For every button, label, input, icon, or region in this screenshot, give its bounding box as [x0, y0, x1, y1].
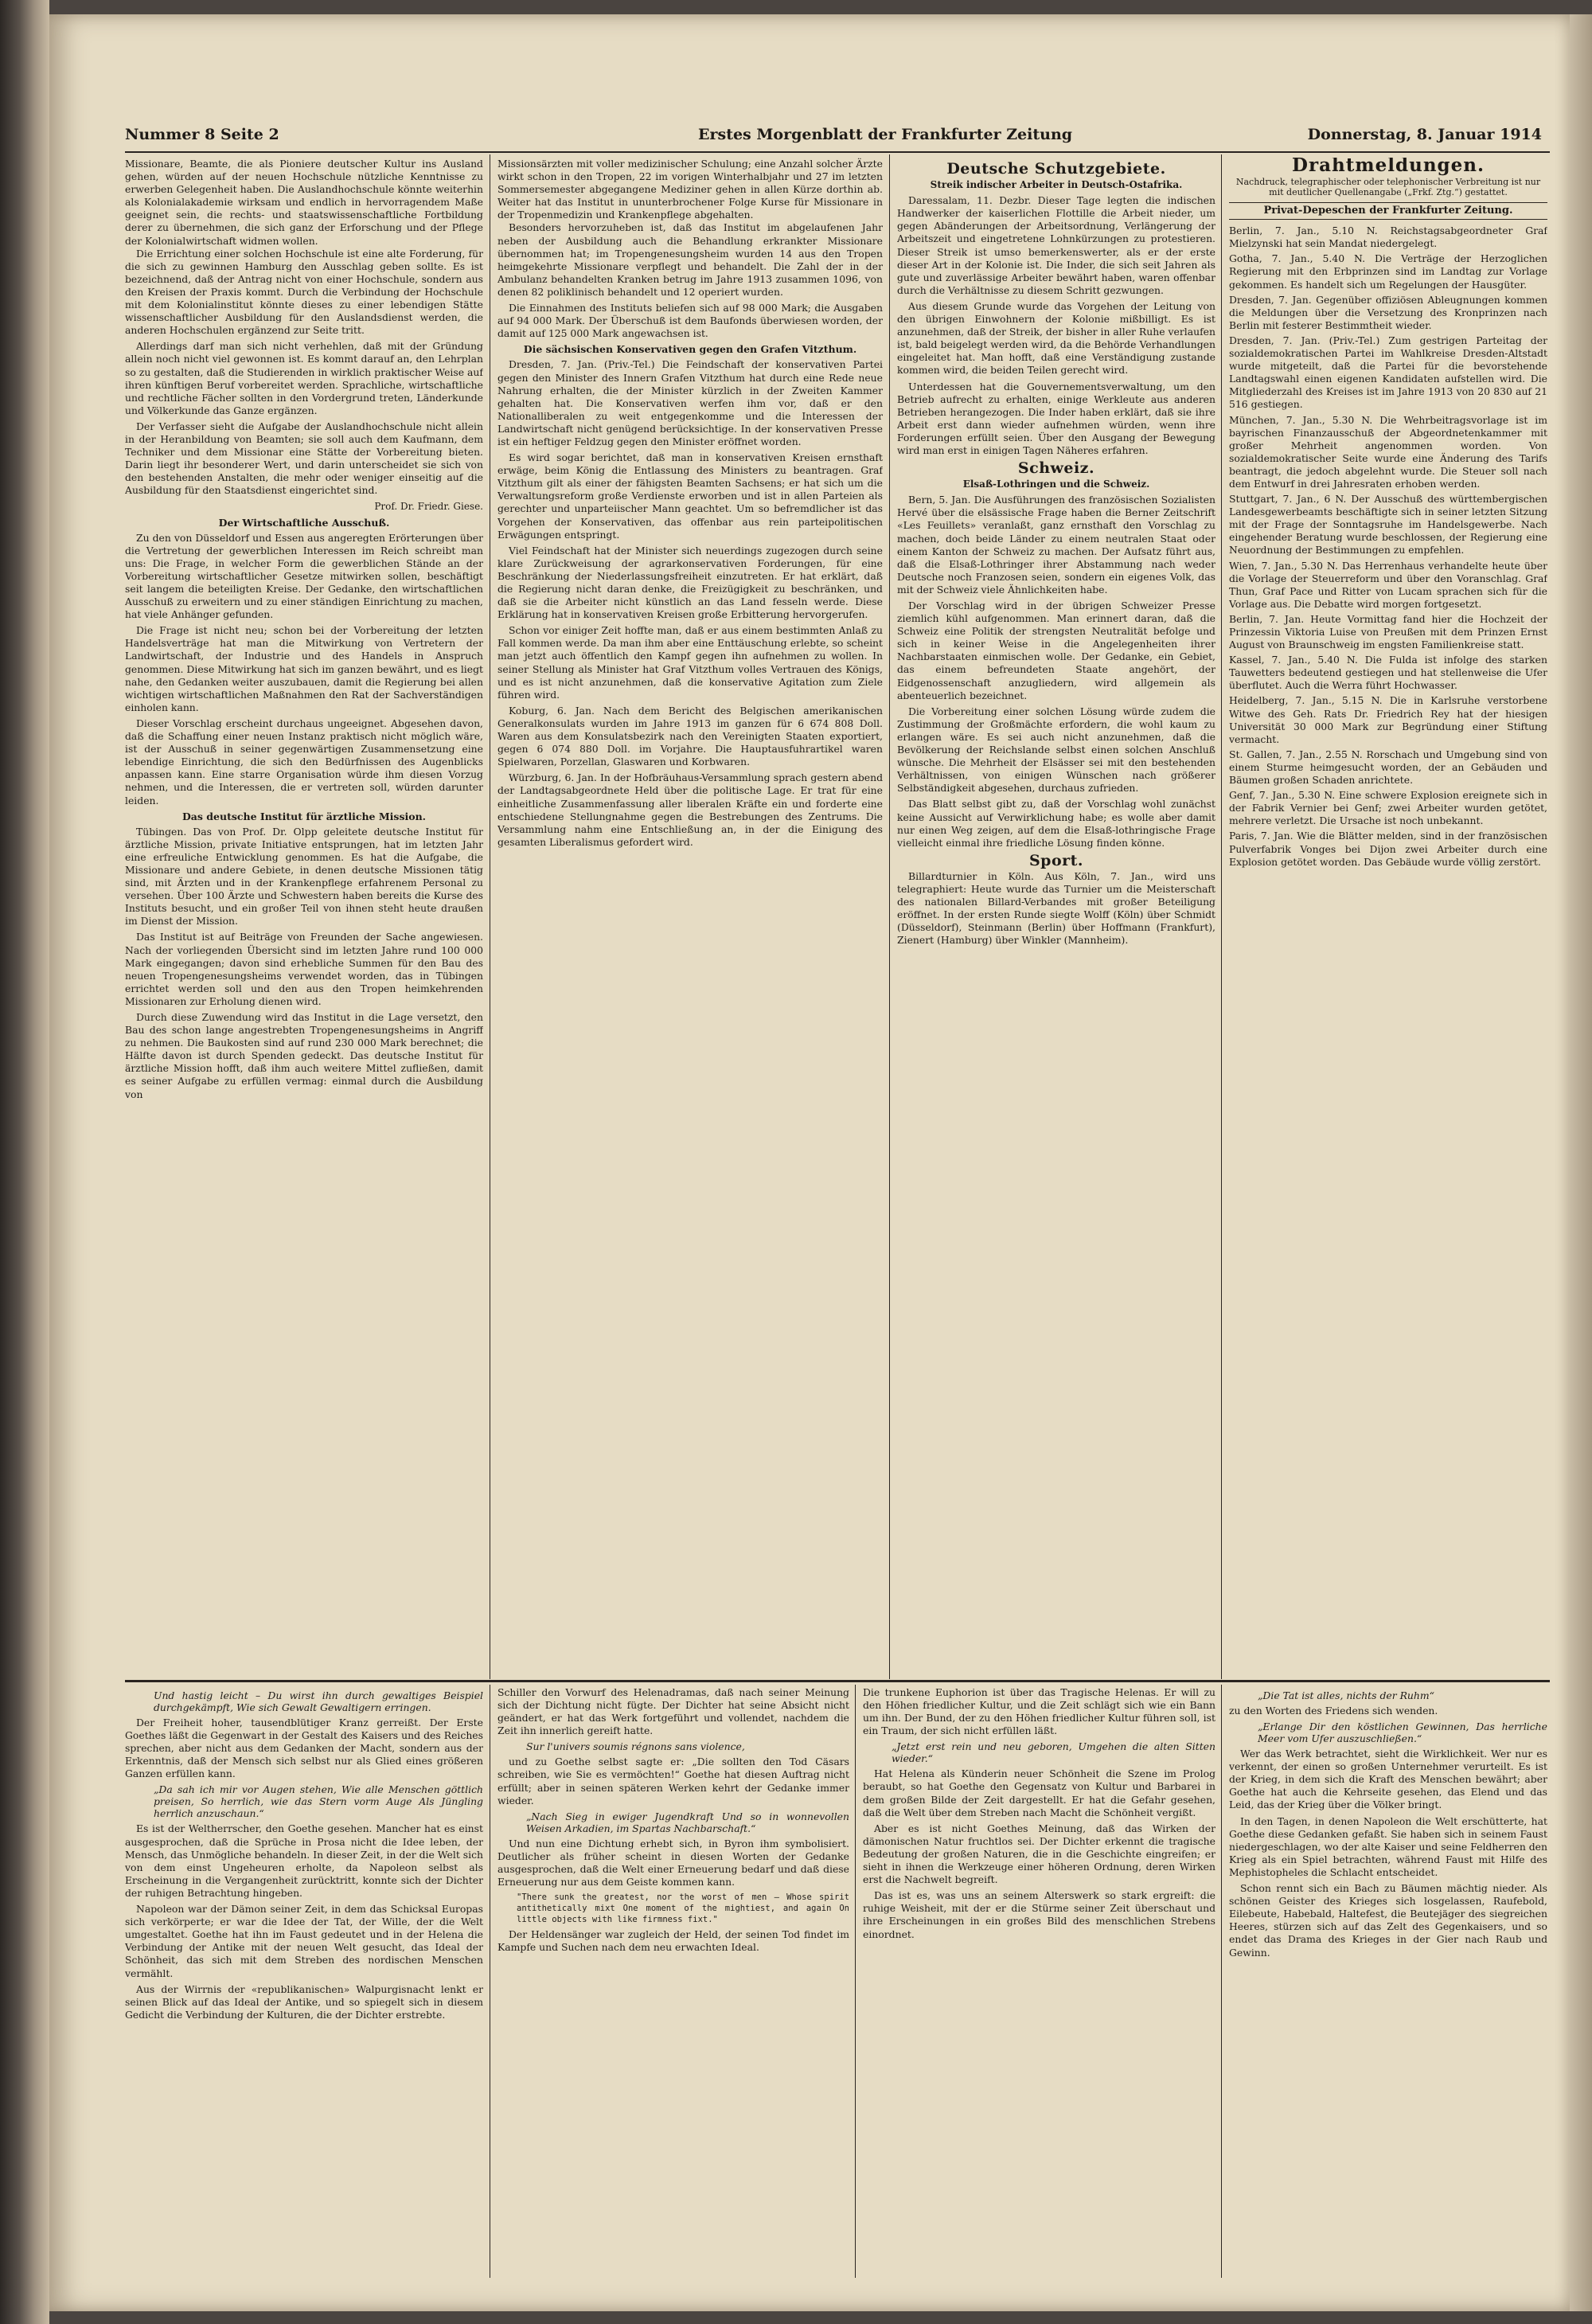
article-column-4 — [1229, 158, 1547, 1678]
auslandhochschule-para: Der Verfasser sieht die Aufgabe der Auslandhochschule nicht allein in der Heranbildung von Beamten; sie soll auch dem Kaufmann, dem Techniker und dem Missionar eine Stätte der Vorbereitung bieten. Darin liegt ihr besonderer Wert, und darin unterscheidet sie sich von den bestehenden Anstalten, die mehr oder weniger einseitig auf die Ausbildung für den Staatsdienst eingerichtet sind. — [125, 420, 483, 497]
issue-date: Donnerstag, 8. Januar 1914 — [1307, 126, 1542, 143]
dispatch-item: Dresden, 7. Jan. (Priv.-Tel.) Zum gestrigen Parteitag der sozialdemokratischen Partei im Wahlkreise Dresden-Altstadt wurde mitgeteilt, daß die Partei für die bevorstehende Landtagswahl einen eigenen Kandidaten aufstellen wird. Die Mitgliederzahl des Kreises ist im Jahre 1913 von 20 830 auf 21 516 gestiegen. — [1229, 334, 1547, 411]
subheadline-elsass: Elsaß-Lothringen und die Schweiz. — [962, 478, 1150, 490]
vitzthum-para: Schon vor einiger Zeit hoffte man, daß er aus einem bestimmten Anlaß zu Fall kommen werde. Da man ihm aber eine Enttäuschung erlebte, so scheint man jetzt auch öffentlich den Kampf gegen ihn aufnehmen zu wollen. In seiner Stellung als Minister hat Graf Vitzthum volles Vertrauen des Königs, und es ist nicht anzunehmen, daß die konservative Agitation zum Ziele führen wird. — [498, 624, 883, 701]
schweiz-para: Der Vorschlag wird in der übrigen Schweizer Presse ziemlich kühl aufgenommen. Man erinnert daran, daß die Schweiz eine Politik der strengsten Neutralität befolge und sich in keiner Weise in die Angelegenheiten ihrer Nachbarstaaten einmischen wolle. Der Gedanke, ein Gebiet, das einem befreundeten Staate angehört, der Eidgenossenschaft anzugliedern, wird allgemein als abenteuerlich bezeichnet. — [897, 600, 1215, 701]
article-column-1 — [125, 158, 483, 1678]
feuilleton-para: Hat Helena als Künderin neuer Schönheit die Szene im Prolog beraubt, so hat Goethe den Gegensatz von Kultur und Barbarei in dem großen Bilde der Zeit dargestellt. Er hat die Gefahr gesehen, daß die Welt über dem Streben nach Macht die Schönheit vergißt. — [863, 1767, 1215, 1818]
feuilleton-para: Schon rennt sich ein Bach zu Bäumen mächtig nieder. Als schönen Geister des Krieges sich losgelassen, Raufebold, Eilebeute, Habebald, Haltefest, die Beutejäger des siegreichen Heeres, stürzen sich auf das Zelt des Gegenkaisers, und so endet das Drama des Krieges in der Gier nach Raub und Gewinn. — [1229, 1882, 1547, 1959]
headline-wirtschaftlicher-ausschuss: Der Wirtschaftliche Ausschuß. — [218, 516, 390, 529]
feuilleton-para: Der Freiheit hoher, tausendblütiger Kranz gerreißt. Der Erste Goethes läßt die Gegenwart in der Gestalt des Kaisers und des Reiches sprechen, aber nicht aus dem Gedanken der Macht, sondern aus der Erkenntnis, daß der Mensch sich selbst nur als Glied eines größeren Ganzen erfüllen kann. — [125, 1717, 483, 1780]
verse-quote: „Da sah ich mir vor Augen stehen, Wie alle Menschen göttlich preisen, So herrlich, wie das Stern vorm Auge Als Jüngling herrlich anzuschaun.“ — [154, 1783, 483, 1820]
verse-quote: „Nach Sieg in ewiger Jugendkraft Und so in wonnevollen Weisen Arkadien, im Spartas Nachbarschaft.“ — [526, 1810, 849, 1834]
dispatch-item: Wien, 7. Jan., 5.30 N. Das Herrenhaus verhandelte heute über die Vorlage der Steuerreform und über den Voranschlag. Graf Thun, Graf Pace und Ritter von Lucam sprachen sich für die Vorlage aus. Die Debatte wird morgen fortgesetzt. — [1229, 559, 1547, 610]
feuilleton-para: zu den Worten des Friedens sich wenden. — [1229, 1705, 1438, 1717]
dispatch-item: Berlin, 7. Jan., 5.10 N. Reichstagsabgeordneter Graf Mielzynski hat sein Mandat niedergelegt. — [1229, 225, 1547, 250]
mission-para: Das Institut ist auf Beiträge von Freunden der Sache angewiesen. Nach der vorliegenden Übersicht sind im letzten Jahre rund 100 000 Mark eingegangen; davon sind erhebliche Summen für den Bau des neuen Tropengenesungsheims verwendet worden, das in Tübingen errichtet werden soll und den aus den Tropen heimkehrenden Missionaren zur Erholung dienen wird. — [125, 931, 483, 1007]
page-edge — [1570, 14, 1592, 2311]
feuilleton-para: Und nun eine Dichtung erhebt sich, in Byron ihm symbolisiert. Deutlicher als früher scheint in diesen Worten der Gedanke ausgesprochen, daß die Welt einer Erneuerung bedarf und daß diese Erneuerung nur aus dem Geiste kommen kann. — [498, 1837, 849, 1888]
feuilleton-column-3 — [863, 1686, 1215, 2279]
mission-para: Die Einnahmen des Instituts beliefen sich auf 98 000 Mark; die Ausgaben auf 94 000 Mark. Der Überschuß ist dem Baufonds überwiesen worden, der damit auf 125 000 Mark angewachsen ist. — [498, 302, 883, 340]
ausschuss-para: Die Frage ist nicht neu; schon bei der Vorbereitung der letzten Handelsverträge hat man die Mitwirkung von Vertretern der Landwirtschaft, der Industrie und des Handels in Anspruch genommen. Diese Mitwirkung hat sich im ganzen bewährt, und es liegt nahe, den Gedanken weiter auszubauen, damit die Regierung bei allen wichtigen wirtschaftlichen Maßnahmen den Rat der Sachverständigen einholen kann. — [125, 624, 483, 713]
feuilleton-para: Das ist es, was uns an seinem Alterswerk so stark ergreift: die ruhige Weisheit, mit der er die Stürme seiner Zeit überschaut und ihre Erscheinungen in ein großes Bild des menschlichen Strebens einordnet. — [863, 1889, 1215, 1940]
section-title-sport: Sport. — [1028, 851, 1084, 869]
reprint-notice: Nachdruck, telegraphischer oder telephonischer Verbreitung ist nur mit deutlicher Quellenangabe („Frkf. Ztg.“) gestattet. — [1235, 177, 1541, 198]
vitzthum-para: Dresden, 7. Jan. (Priv.-Tel.) Die Feindschaft der konservativen Partei gegen den Minister des Innern Grafen Vitzthum hat durch eine Rede neue Nahrung erhalten, die der Minister kürzlich in der Zweiten Kammer gehalten hat. Die Konservativen werfen ihm vor, daß er den Nationalliberalen zu weit entgegenkomme und die Interessen der Landwirtschaft nicht genügend berücksichtige. In der konservativen Presse ist ein heftiger Feldzug gegen den Minister eröffnet worden. — [498, 358, 883, 447]
feuilleton-para: Die trunkene Euphorion ist über das Tragische Helenas. Er will zu den Höhen friedlicher Kultur, und die Zeit schlägt sich wie ein Bann um ihn. Der Bund, der zu den Höhen friedlicher Kultur führen soll, ist ein Traum, der sich nicht erfüllen läßt. — [863, 1686, 1215, 1737]
column-rule — [1221, 154, 1222, 1679]
auslandhochschule-para: Allerdings darf man sich nicht verhehlen, daß mit der Gründung allein noch nicht viel gewonnen ist. Es kommt darauf an, den Lehrplan so zu gestalten, daß die Studierenden in wirklich praktischer Weise auf ihren künftigen Beruf vorbereitet werden. Sprachliche, wirtschaftliche und rechtliche Fächer sollten in den Vordergrund treten, Länderkunde und Völkerkunde das Ganze ergänzen. — [125, 340, 483, 416]
verse-quote: Und hastig leicht – Du wirst ihn durch gewaltiges Beispiel durchgekämpft, Wie sich Gewalt Gewaltigern erringen. — [154, 1689, 483, 1713]
private-dispatches-header: Privat-Depeschen der Frankfurter Zeitung. — [1229, 202, 1547, 220]
dispatch-item: Paris, 7. Jan. Wie die Blätter melden, sind in der französischen Pulverfabrik Vonges bei Dijon zwei Arbeiter durch eine Explosion getötet worden. Das Gebäude wurde völlig zerstört. — [1229, 830, 1547, 868]
newspaper-title: Erstes Morgenblatt der Frankfurter Zeitung — [698, 126, 1073, 143]
streik-para: Unterdessen hat die Gouvernementsverwaltung, um den Betrieb aufrecht zu erhalten, einige Werkleute aus anderen Betrieben herangezogen. Die Inder haben erklärt, daß sie ihre Arbeit erst dann wieder aufnehmen würden, wenn ihre Forderungen erfüllt seien. Über den Ausgang der Bewegung wird man erst in einigen Tagen Näheres erfahren. — [897, 380, 1215, 456]
dispatch-item: Berlin, 7. Jan. Heute Vormittag fand hier die Hochzeit der Prinzessin Viktoria Luise von Preußen mit dem Prinzen Ernst August von Braunschweig im engsten Familienkreise statt. — [1229, 612, 1547, 651]
mission-para: Durch diese Zuwendung wird das Institut in die Lage versetzt, den Bau des schon lange angestrebten Tropengenesungsheims in Angriff zu nehmen. Die Baukosten sind auf rund 230 000 Mark berechnet; die Hälfte davon ist durch Spenden gedeckt. Das deutsche Institut für ärztliche Mission hofft, daß ihm auch weitere Mittel zufließen, damit es seiner Aufgabe zu erfüllen vermag: einmal durch die Ausbildung von — [125, 1011, 483, 1100]
feuilleton-para: Schiller den Vorwurf des Helenadramas, daß nach seiner Meinung sich der Dichtung nicht fügte. Der Dichter hat seine Absicht nicht geändert, er hat das Werk fortgeführt und vollendet, nachdem die Zeit ihn innerlich gereift hatte. — [498, 1686, 849, 1737]
mission-continued: Missionsärzten mit voller medizinischer Schulung; eine Anzahl solcher Ärzte wirkt schon in den Tropen, 22 im vorigen Winterhalbjahr und 27 im letzten Sommersemester abgegangene Mediziner gehen in allen Kürze dorthin ab. Weiter hat das Institut in ununterbrochener Folge Kurse für Missionare in der Tropenmedizin und Krankenpflege abgehalten. — [498, 158, 883, 221]
verse-quote: Sur l'univers soumis régnons sans violence, — [526, 1740, 745, 1753]
verse-quote: „Jetzt erst rein und neu geboren, Umgehen die alten Sitten wieder.“ — [892, 1740, 1215, 1765]
author-signature: Prof. Dr. Friedr. Giese. — [374, 501, 483, 513]
dispatch-item: Heidelberg, 7. Jan., 5.15 N. Die in Karlsruhe verstorbene Witwe des Geh. Rats Dr. Friedrich Rey hat der hiesigen Universität 30 000 Mark zur Begründung einer Stiftung vermacht. — [1229, 694, 1547, 745]
feuilleton-para: Aus der Wirrnis der «republikanischen» Walpurgisnacht lenkt er seinen Blick auf das Ideal der Antike, und so spiegelt sich in diesem Gedicht die Verbindung der Kulturen, die der Dichter erstrebte. — [125, 1982, 483, 2021]
schweiz-para: Das Blatt selbst gibt zu, daß der Vorschlag wohl zunächst keine Aussicht auf Verwirklichung habe; es wolle aber damit nur einen Weg zeigen, auf dem die Elsaß-lothringische Frage vielleicht einmal ihre friedliche Lösung finden könne. — [897, 798, 1215, 849]
page-number: Nummer 8 Seite 2 — [125, 126, 279, 143]
feuilleton-para: Napoleon war der Dämon seiner Zeit, in dem das Schicksal Europas sich verkörperte; er war die Idee der Tat, der Wille, der die Welt umgestaltet. Goethe hat ihn im Faust gedeutet und in der Helena die Verbindung der Antike mit der neuen Welt gesucht, das Ideal der Schönheit, das sich mit dem Streben des nordischen Menschen vermählt. — [125, 1903, 483, 1979]
ausschuss-para: Zu den von Düsseldorf und Essen aus angeregten Erörterungen über die Vertretung der gewerblichen Interessen im Reich schreibt man uns: Die Frage, in welcher Form die gewerblichen Stände an der Vorbereitung wirtschaftlicher Gesetze mitwirken sollen, beschäftigt seit langem die beteiligten Kreise. Der Gedanke, den wirtschaftlichen Ausschuß zu erweitern und zu einer ständigen Einrichtung zu machen, hat viele Anhänger gefunden. — [125, 531, 483, 621]
column-rule — [1221, 1685, 1222, 2278]
headline-saechsische-konservative: Die sächsischen Konservativen gegen den Grafen Vitzthum. — [523, 343, 857, 356]
article-column-2 — [498, 158, 883, 1678]
dispatch-item: Gotha, 7. Jan., 5.40 N. Die Verträge der Herzoglichen Regierung mit den Erbprinzen sind im Landtag zur Vorlage gekommen. Es handelt sich um Regelungen der Hausgüter. — [1229, 252, 1547, 291]
mission-para: Tübingen. Das von Prof. Dr. Olpp geleitete deutsche Institut für ärztliche Mission, private Initiative entsprungen, hat im letzten Jahr eine erfreuliche Entwicklung genommen. Es hat die Aufgabe, die Missionare und andere Gebiete, in denen deutsche Missionen tätig sind, mit Ärzten und in der Krankenpflege erfahrenem Personal zu versehen. Über 100 Ärzte und Schwestern haben bereits die Kurse des Instituts besucht, und ein großer Teil von ihnen steht heute draußen im Dienst der Mission. — [125, 825, 483, 928]
newspaper-page — [49, 14, 1570, 2311]
koburg-report: Koburg, 6. Jan. Nach dem Bericht des Belgischen amerikanischen Generalkonsulats wurden im Jahre 1913 im ganzen für 6 674 808 Doll. Waren aus dem Konsulatsbezirk nach den Vereinigten Staaten exportiert, gegen 6 074 880 Doll. im Vorjahre. Die Hauptausfuhrartikel waren Spielwaren, Porzellan, Glaswaren und Korbwaren. — [498, 704, 883, 768]
feuilleton-divider — [125, 1680, 1550, 1682]
dispatch-item: Kassel, 7. Jan., 5.40 N. Die Fulda ist infolge des starken Tauwetters bedeutend gestiegen und hat stellenweise die Ufer überflutet. Auch die Werra führt Hochwasser. — [1229, 654, 1547, 692]
ausschuss-para: Dieser Vorschlag erscheint durchaus ungeeignet. Abgesehen davon, daß die Schaffung einer neuen Instanz praktisch nicht möglich wäre, ist der Ausschuß in seiner gegenwärtigen Zusammensetzung eine lebendige Einrichtung, die sich den Bedürfnissen des Augenblicks anpassen kann. Eine starre Organisation würde ihm diesen Vorzug nehmen, und die Interessen, die er vertreten soll, würden darunter leiden. — [125, 717, 483, 807]
feuilleton-para: Der Heldensänger war zugleich der Held, der seinen Tod findet im Kampfe und Suchen nach dem neu erwachten Ideal. — [498, 1928, 849, 1954]
column-rule — [889, 154, 890, 1679]
dispatch-item: St. Gallen, 7. Jan., 2.55 N. Rorschach und Umgebung sind von einem Sturme heimgesucht worden, der an Gebäuden und Bäumen großen Schaden anrichtete. — [1229, 748, 1547, 787]
verse-quote: „Die Tat ist alles, nichts der Ruhm“ — [1258, 1689, 1434, 1701]
verse-quote: „Erlange Dir den köstlichen Gewinnen, Das herrliche Meer vom Ufer auszuschließen.“ — [1258, 1721, 1547, 1745]
feuilleton-column-4 — [1229, 1686, 1547, 2279]
wuerzburg-report: Würzburg, 6. Jan. In der Hofbräuhaus-Versammlung sprach gestern abend der Landtagsabgeordnete Held über die politische Lage. Er trat für eine einheitliche Zusammenfassung aller liberalen Kräfte ein und forderte eine entschiedene Stellungnahme gegen die Bestrebungen des Zentrums. Die Versammlung nahm eine Entschließung an, in der die Einigung des gesamten Liberalismus gefordert wird. — [498, 771, 883, 848]
book-binding — [0, 0, 49, 2324]
section-title-schutzgebiete: Deutsche Schutzgebiete. — [946, 160, 1166, 178]
feuilleton-para: In den Tagen, in denen Napoleon die Welt erschütterte, hat Goethe diese Gedanken gefaßt. Sie haben sich in seinem Faust niedergeschlagen, wo der alte Kaiser und seine Feldherren den Krieg als ein Spiel betrachten, während Faust mit Hilfe des Mephistopheles die Schlacht entscheidet. — [1229, 1814, 1547, 1878]
streik-para: Aus diesem Grunde wurde das Vorgehen der Leitung von den übrigen Einwohnern der Kolonie mißbilligt. Es ist anzunehmen, daß der Streik, der bisher in aller Ruhe verlaufen ist, bald beigelegt werden wird, da die Behörde Verhandlungen eingeleitet hat. Man hofft, daß eine Verständigung zustande kommen wird, die beiden Teilen gerecht wird. — [897, 299, 1215, 377]
section-title-schweiz: Schweiz. — [1017, 459, 1095, 478]
vitzthum-para: Viel Feindschaft hat der Minister sich neuerdings zugezogen durch seine klare Zurückweisung der agrarkonservativen Forderungen, für eine Beschränkung der Niederlassungsfreiheit einzutreten. Er hat erklärt, daß die Regierung nicht daran denke, die Freizügigkeit zu beschränken, und daß sie die Arbeiter nicht künstlich an das Land fesseln werde. Diese Erklärung hat in konservativen Kreisen große Erbitterung hervorgerufen. — [498, 544, 883, 621]
feuilleton-para: Wer das Werk betrachtet, sieht die Wirklichkeit. Wer nur es verkennt, der einen so großen Unternehmer verurteilt. Es ist der Krieg, in dem sich die Kraft des Menschen bewährt; aber Goethe hat auch die Kehrseite gesehen, das Elend und das Leid, das der Krieg über die Völker bringt. — [1229, 1748, 1547, 1811]
dispatch-item: Genf, 7. Jan., 5.30 N. Eine schwere Explosion ereignete sich in der Fabrik Vernier bei Genf; zwei Arbeiter wurden getötet, mehrere verletzt. Die Ursache ist noch unbekannt. — [1229, 789, 1547, 827]
streik-para: Daressalam, 11. Dezbr. Dieser Tage legten die indischen Handwerker der kaiserlichen Flottille die Arbeit nieder, um gegen Abänderungen der Arbeitsordnung, Verlängerung der Arbeitszeit und eingetretene Lohnkürzungen zu protestieren. Dieser Streik ist umso bemerkenswerter, als er der erste dieser Art in der Kolonie ist. Die Inder, die sich seit Jahren als gute und zuverlässige Arbeiter bewährt haben, waren offenbar durch die Verhältnisse zu diesem Schritt gezwungen. — [897, 194, 1215, 296]
auslandhochschule-para: Die Errichtung einer solchen Hochschule ist eine alte Forderung, für die sich zu gewinnen Hamburg den Ausschlag geben sollte. Es ist bezeichnend, daß der Antrag nicht von einer Hochschule, sondern aus den Kreisen der Praxis kommt. Durch die Verbindung der Hochschule mit dem Kolonialinstitut könnte dieses zu einer lebendigen Stätte wissenschaftlicher Ausbildung für den Auslandsdienst werden, die anderen Hochschulen ergänzend zur Seite tritt. — [125, 247, 483, 337]
masthead — [125, 119, 1550, 151]
feuilleton-para: und zu Goethe selbst sagte er: „Die sollten den Tod Cäsars schreiben, wie Sie es vermöchten!“ Goethe hat diesen Auftrag nicht erfüllt; aber in seinen späteren Werken kehrt der Gedanke immer wieder. — [498, 1756, 849, 1806]
sport-para: Billardturnier in Köln. Aus Köln, 7. Jan., wird uns telegraphiert: Heute wurde das Turnier um die Meisterschaft des nationalen Billard-Verbandes mit großer Beteiligung eröffnet. In der ersten Runde siegte Wolff (Köln) über Schmidt (Düsseldorf), Steinmann (Berlin) über Hoffmann (Frankfurt), Zienert (Hamburg) über Winkler (Mannheim). — [897, 869, 1215, 947]
masthead-rule — [125, 151, 1550, 153]
column-rule — [855, 1685, 856, 2278]
english-verse-quote: "There sunk the greatest, nor the worst of men – Whose spirit antithetically mixt One moment of the mightiest, and again On little objects with like firmness fixt." — [517, 1892, 849, 1925]
feuilleton-para: Aber es ist nicht Goethes Meinung, daß das Wirken der dämonischen Natur fruchtlos sei. Der Dichter erkennt die tragische Bedeutung der großen Naturen, die in die Geschichte eingreifen; er sieht in ihnen die Werkzeuge einer höheren Ordnung, deren Wirken erst die Nachwelt begreift. — [863, 1822, 1215, 1886]
subheadline-streik: Streik indischer Arbeiter in Deutsch-Ostafrika. — [930, 179, 1183, 191]
schweiz-para: Bern, 5. Jan. Die Ausführungen des französischen Sozialisten Hervé über die elsässische Frage haben die Berner Zeitschrift «Les Feuillets» veranlaßt, ganz ernsthaft den Vorschlag zu machen, doch beide Länder zu einem neutralen Staat oder einem Kanton der Schweiz zu machen. Der Aufsatz führt aus, daß die Elsaß-Lothringer ihrer Abstammung nach weder Deutsche noch Franzosen seien, sondern ein eigenes Volk, das mit der Schweiz viele Ähnlichkeiten habe. — [897, 494, 1215, 596]
schweiz-para: Die Vorbereitung einer solchen Lösung würde zudem die Zustimmung der Großmächte erfordern, die wohl kaum zu erlangen wäre. Es sei auch nicht anzunehmen, daß die Bevölkerung der Reichslande selbst einen solchen Anschluß wünsche. Die Mehrheit der Elsässer sei mit den bestehenden Verhältnissen, von einigen Wünschen nach größerer Selbständigkeit abgesehen, durchaus zufrieden. — [897, 705, 1215, 795]
feuilleton-column-1 — [125, 1686, 483, 2279]
dispatch-item: Dresden, 7. Jan. Gegenüber offiziösen Ableugnungen kommen die Meldungen über die Versetzung des Kronprinzen nach Berlin mit festerer Bestimmtheit wieder. — [1229, 293, 1547, 331]
section-title-drahtmeldungen: Drahtmeldungen. — [1292, 158, 1485, 176]
mission-para: Besonders hervorzuheben ist, daß das Institut im abgelaufenen Jahr neben der Ausbildung auch die Behandlung erkrankter Missionare übernommen hat; im Tropengenesungsheim wurden 14 aus den Tropen heimgekehrte Missionare verpflegt und behandelt. Die Zahl der in der Ambulanz behandelten Kranken betrug im Jahre 1913 zusammen 1096, von denen 82 poliklinisch behandelt und 12 operiert wurden. — [498, 221, 883, 298]
feuilleton-column-2 — [498, 1686, 849, 2279]
dispatch-item: Stuttgart, 7. Jan., 6 N. Der Ausschuß des württembergischen Landesgewerbeamts beschäftigte sich in seiner letzten Sitzung mit der Frage der Sonntagsruhe im Handelsgewerbe. Nach eingehender Beratung wurde beschlossen, der Regierung eine Neuordnung der Bestimmungen zu empfehlen. — [1229, 493, 1547, 557]
feuilleton-para: Es ist der Weltherrscher, den Goethe gesehen. Mancher hat es einst ausgesprochen, daß die Sprüche in Prosa nicht die Idee leben, der Mensch, das Unmögliche behandeln. In dieser Zeit, in der die Welt sich von dem einst Ungeheuren erholte, da Napoleon selbst als Erscheinung in die Vergangenheit zurücktritt, konnte sich der Dichter der ruhigen Betrachtung hingeben. — [125, 1822, 483, 1899]
vitzthum-para: Es wird sogar berichtet, daß man in konservativen Kreisen ernsthaft erwäge, beim König die Entlassung des Ministers zu beantragen. Graf Vitzthum gilt als einer der fähigsten Beamten Sachsens; er hat sich um die Verwaltungsreform große Verdienste erworben und ist in allen Parteien als gerechter und unparteiischer Mann geachtet. Um so befremdlicher ist das Vorgehen der Konservativen, das offenbar aus rein parteipolitischen Erwägungen entspringt. — [498, 451, 883, 541]
auslandhochschule-intro: Missionare, Beamte, die als Pioniere deutscher Kultur ins Ausland gehen, würden auf der neuen Hochschule nützliche Kenntnisse zu erwerben Gelegenheit haben. Die Auslandhochschule könnte weiterhin als Kolonialakademie wirksam und endlich in hervorragendem Maße geeignet sein, die rechts- und staatswissenschaftliche Fortbildung derer zu übernehmen, die sich ganz der Erforschung und der Pflege der Kolonialwirtschaft widmen wollen. — [125, 158, 483, 247]
dispatch-item: München, 7. Jan., 5.30 N. Die Wehrbeitragsvorlage ist im bayrischen Finanzausschuß der Abgeordnetenkammer mit großer Mehrheit angenommen worden. Von sozialdemokratischer Seite wurde eine Änderung des Tarifs beantragt, die jedoch abgelehnt wurde. Die Steuer soll nach dem Entwurf in drei Jahresraten erhoben werden. — [1229, 413, 1547, 490]
article-column-3 — [897, 158, 1215, 1678]
headline-aerztliche-mission: Das deutsche Institut für ärztliche Mission. — [181, 810, 427, 822]
